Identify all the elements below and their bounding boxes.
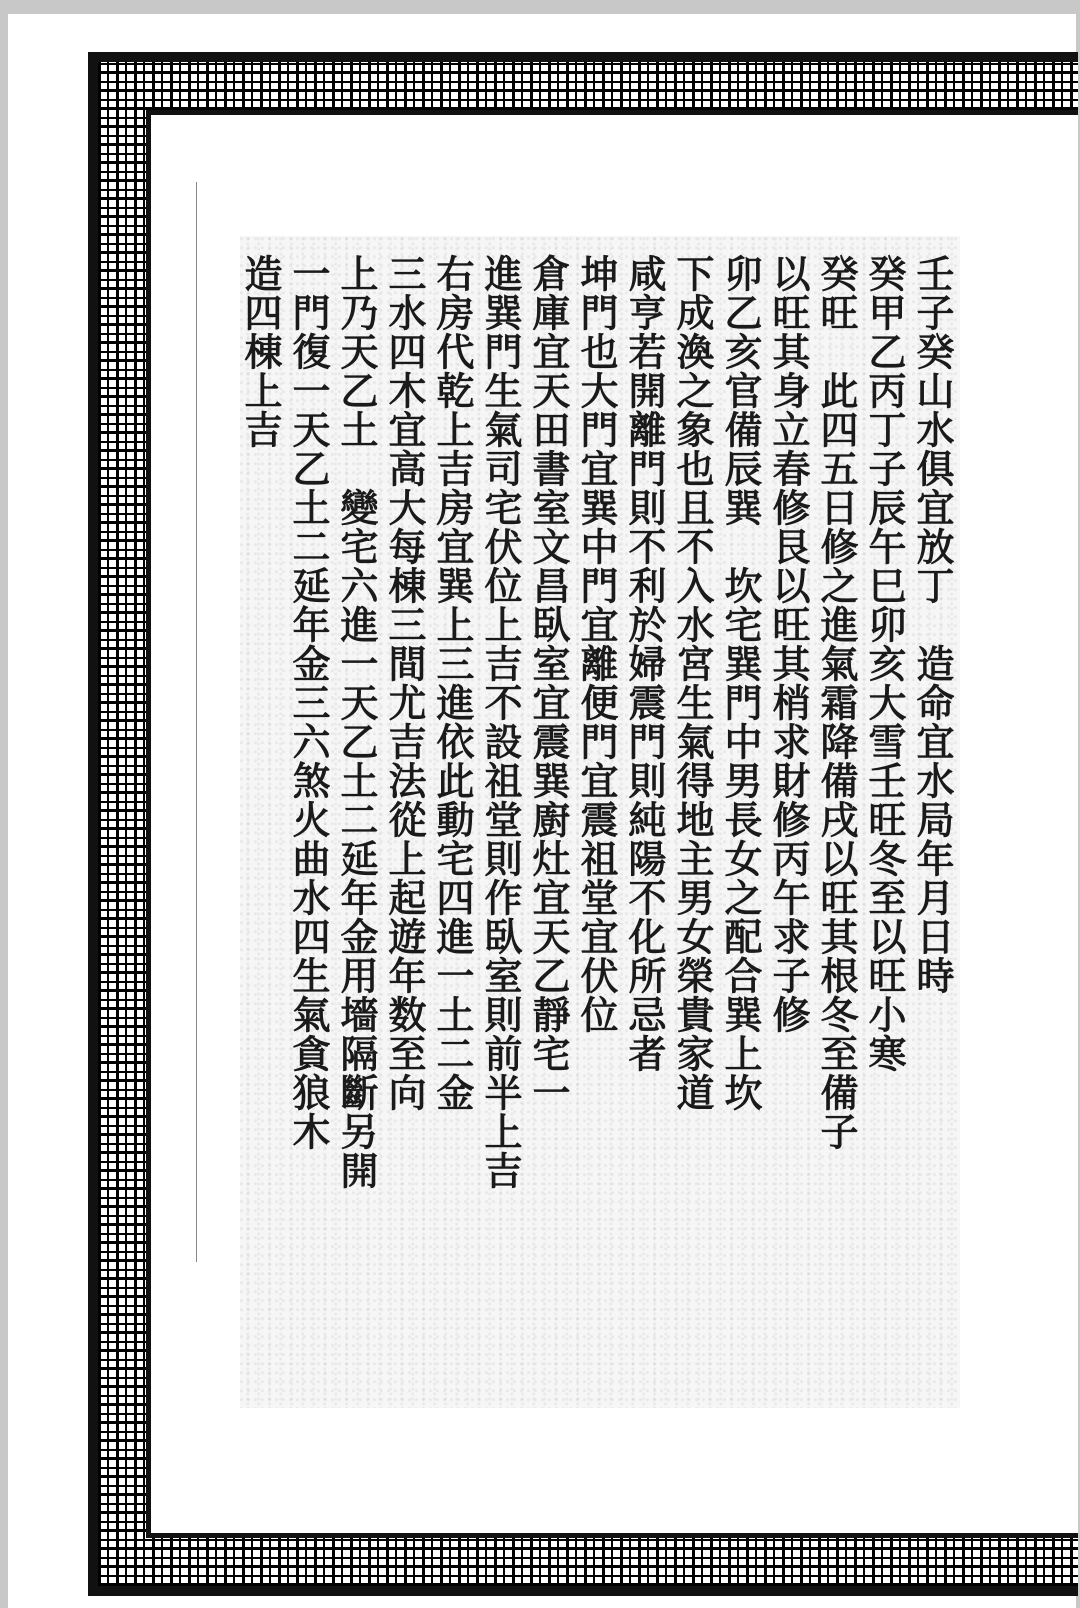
text-column-11: 右房代乾上吉房宜巽上三進依此動宅四進一土二金 bbox=[430, 254, 475, 1112]
text-column-12: 三水四木宜高大每棟三間尤吉法從上起遊年数至向 bbox=[382, 254, 427, 1112]
text-column-14: 一門復一天乙土二延年金三六煞火曲水四生氣貪狼木 bbox=[286, 254, 331, 1151]
margin-rule-line bbox=[196, 182, 197, 1262]
text-column-6: 下成渙之象也且不入水宮生氣得地主男女榮貴家道 bbox=[670, 254, 715, 1112]
text-column-15: 造四棟上吉 bbox=[238, 254, 283, 449]
text-block bbox=[240, 236, 960, 1408]
text-column-1: 壬子癸山水俱宜放丁 造命宜水局年月日時 bbox=[910, 254, 955, 995]
text-column-10: 進巽門生氣司宅伏位上吉不設祖堂則作臥室則前半上吉 bbox=[478, 254, 523, 1190]
text-column-4: 以旺其身立春修艮以旺其梢求財修丙午求子修 bbox=[766, 254, 811, 1034]
text-column-7: 咸亨若開離門則不利於婦震門則純陽不化所忌者 bbox=[622, 254, 667, 1073]
text-column-8: 坤門也大門宜巽中門宜離便門宜震祖堂宜伏位 bbox=[574, 254, 619, 1034]
text-column-5: 卯乙亥官備辰巽 坎宅巽門中男長女之配合巽上坎 bbox=[718, 254, 763, 1112]
text-column-2: 癸甲乙丙丁子辰午巳卯亥大雪壬旺冬至以旺小寒 bbox=[862, 254, 907, 1073]
text-column-13: 上乃天乙土 變宅六進一天乙土二延年金用墻隔斷另開 bbox=[334, 254, 379, 1190]
text-column-3: 癸旺 此四五日修之進氣霜降備戌以旺其根冬至備子 bbox=[814, 254, 859, 1151]
text-column-9: 倉庫宜天田書室文昌臥室宜震巽廚灶宜天乙靜宅一 bbox=[526, 254, 571, 1112]
